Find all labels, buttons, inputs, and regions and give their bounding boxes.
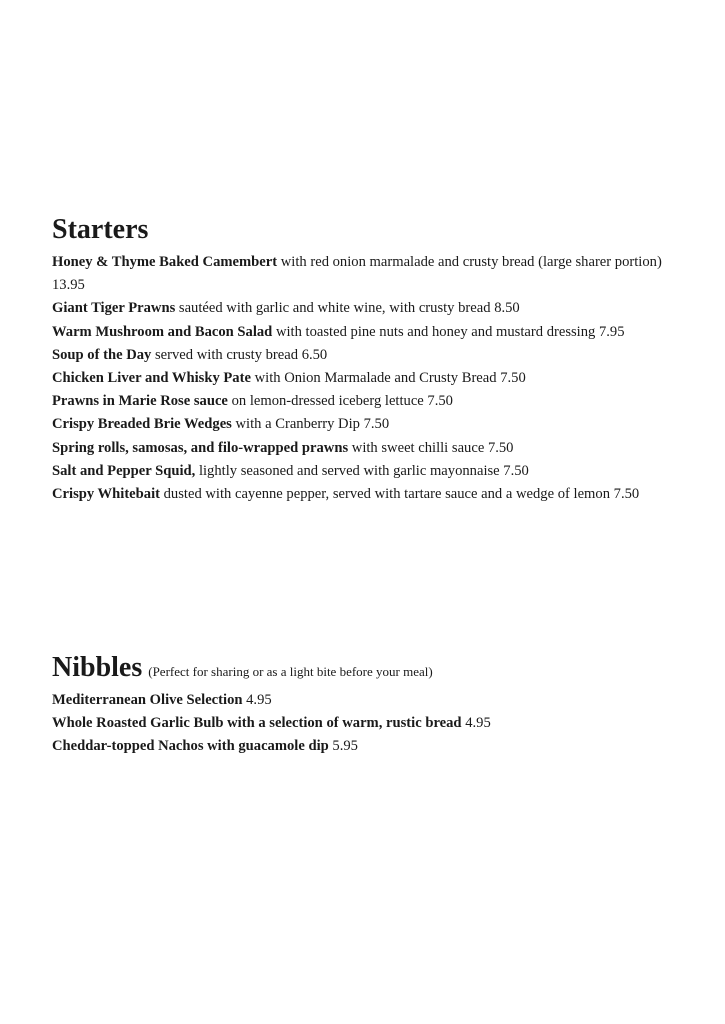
menu-item <box>52 344 695 367</box>
starters-heading: Starters <box>52 214 149 245</box>
menu-item <box>52 735 695 758</box>
menu-item-name: Prawns in Marie Rose sauce <box>52 393 228 410</box>
starters-list <box>52 251 695 506</box>
menu-item-description: with red onion marmalade and crusty bread (large sharer portion) 13.95 <box>52 254 662 294</box>
menu-item-name: Soup of the Day <box>52 346 152 363</box>
menu-item <box>52 321 695 344</box>
menu-item-name: Warm Mushroom and Bacon Salad <box>52 323 273 340</box>
menu-item-name: Cheddar-topped Nachos with guacamole dip <box>52 738 329 755</box>
nibbles-heading: Nibbles <box>52 652 143 683</box>
menu-item-name: Chicken Liver and Whisky Pate <box>52 370 251 387</box>
menu-item-description: 5.95 <box>328 738 358 755</box>
menu-item-description: with a Cranberry Dip 7.50 <box>231 416 390 433</box>
nibbles-note: (Perfect for sharing or as a light bite before your meal) <box>148 664 433 679</box>
menu-item <box>52 251 695 297</box>
menu-item-description: sautéed with garlic and white wine, with crusty bread 8.50 <box>175 300 520 317</box>
menu-item-description: served with crusty bread 6.50 <box>151 346 328 363</box>
starters-section <box>52 212 695 506</box>
menu-item-name: Crispy Breaded Brie Wedges <box>52 416 232 433</box>
nibbles-heading-line <box>52 650 695 686</box>
menu-item <box>52 437 695 460</box>
menu-item <box>52 689 695 712</box>
menu-item-description: lightly seasoned and served with garlic mayonnaise 7.50 <box>195 462 529 479</box>
menu-item-name: Spring rolls, samosas, and filo-wrapped prawns <box>52 439 349 456</box>
menu-item <box>52 712 695 735</box>
menu-item-name: Crispy Whitebait <box>52 486 160 503</box>
menu-item <box>52 390 695 413</box>
menu-item <box>52 413 695 436</box>
menu-item-description: with toasted pine nuts and honey and mustard dressing 7.95 <box>272 323 625 340</box>
nibbles-list <box>52 689 695 759</box>
menu-item <box>52 297 695 320</box>
menu-item-name: Salt and Pepper Squid, <box>52 462 196 479</box>
menu-item-description: on lemon-dressed iceberg lettuce 7.50 <box>227 393 453 410</box>
menu-item-description: 4.95 <box>461 715 491 732</box>
menu-item-name: Mediterranean Olive Selection <box>52 692 243 708</box>
nibbles-section <box>52 650 695 759</box>
menu-item-name: Honey & Thyme Baked Camembert <box>52 254 278 270</box>
menu-item-description: dusted with cayenne pepper, served with tartare sauce and a wedge of lemon 7.50 <box>159 486 640 503</box>
menu-item <box>52 483 695 506</box>
menu-item-name: Giant Tiger Prawns <box>52 300 176 317</box>
menu-item <box>52 367 695 390</box>
menu-item-name: Whole Roasted Garlic Bulb with a selection of warm, rustic bread <box>52 715 462 732</box>
menu-item-description: with Onion Marmalade and Crusty Bread 7.50 <box>250 370 526 387</box>
menu-item-description: with sweet chilli sauce 7.50 <box>348 439 514 456</box>
menu-item-description: 4.95 <box>242 692 272 708</box>
menu-item <box>52 460 695 483</box>
